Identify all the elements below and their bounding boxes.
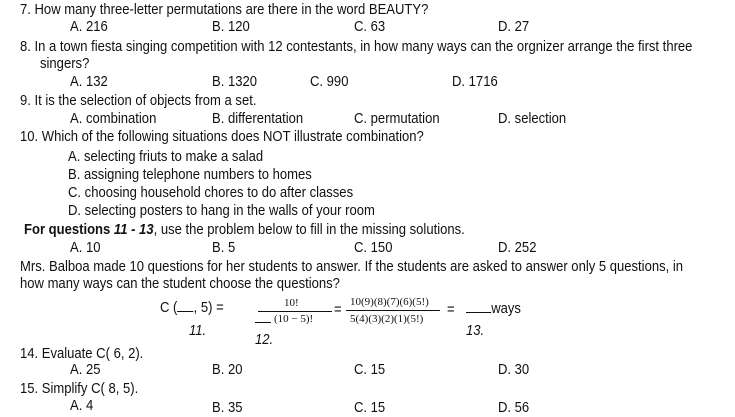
q14-choice-a: A. 25 (70, 362, 101, 378)
q7-question: 7. How many three-letter permutations are there in the word BEAUTY? (20, 2, 429, 18)
label-12: 12. (255, 332, 274, 348)
problem-line2: how many ways can the student choose the questions? (20, 276, 340, 292)
equals-sign-2: = (334, 302, 342, 318)
q8-question-line1: 8. In a town fiesta singing competition with 12 contestants, in how many ways can the orgnizer arrange the first three (20, 39, 693, 55)
q9-choice-d: D. selection (498, 111, 567, 127)
label-11: 11. (189, 323, 207, 339)
q8-question-line2: singers? (40, 56, 90, 72)
q7-choice-a: A. 216 (70, 19, 108, 35)
ways-label: ways (491, 301, 521, 317)
fraction1-denominator: (10 − 5)! (274, 313, 314, 325)
q10-choice-d: D. selecting posters to hang in the walls of your room (68, 203, 375, 219)
q8-choice-d: D. 1716 (452, 74, 498, 90)
q7-choice-d: D. 27 (498, 19, 530, 35)
q9-choice-b: B. differentation (212, 111, 304, 127)
instructions-prefix: For questions (24, 222, 114, 238)
instructions-range: 11 - 13 (113, 222, 154, 238)
instructions-suffix: , use the problem below to fill in the missing solutions. (153, 222, 465, 238)
q9-choice-a: A. combination (70, 111, 157, 127)
q10-choice-c: C. choosing household chores to do after classes (68, 185, 354, 201)
q7-choice-c: C. 63 (354, 19, 386, 35)
fraction2-numerator: 10(9)(8)(7)(6)(5!) (350, 296, 429, 308)
q14-question: 14. Evaluate C( 6, 2). (20, 346, 144, 362)
instructions-choice-d: D. 252 (498, 240, 537, 256)
label-13: 13. (466, 323, 485, 339)
blank-11[interactable] (177, 299, 193, 312)
instructions-choice-c: C. 150 (354, 240, 393, 256)
blank-12[interactable] (255, 322, 271, 323)
fraction2-bar (346, 310, 440, 311)
fraction1-numerator: 10! (284, 297, 299, 309)
fraction1-bar (258, 311, 332, 312)
q9-question: 9. It is the selection of objects from a set. (20, 93, 257, 109)
formula-c-close: , 5) = (193, 300, 224, 316)
q9-choice-c: C. permutation (354, 111, 440, 127)
q8-choice-a: A. 132 (70, 74, 108, 90)
q10-choice-a: A. selecting friuts to make a salad (68, 149, 264, 165)
q7-choice-b: B. 120 (212, 19, 250, 35)
q14-choice-c: C. 15 (354, 362, 386, 378)
q14-choice-b: B. 20 (212, 362, 243, 378)
q8-choice-b: B. 1320 (212, 74, 257, 90)
q10-question: 10. Which of the following situations does NOT illustrate combination? (20, 129, 424, 145)
q10-choice-b: B. assigning telephone numbers to homes (68, 167, 312, 183)
instructions-choice-b: B. 5 (212, 240, 236, 256)
fraction2-denominator: 5(4)(3)(2)(1)(5!) (350, 313, 424, 325)
equals-sign-3: = (447, 302, 455, 318)
formula-c-open: C ( (160, 300, 178, 316)
q15-question: 15. Simplify C( 8, 5). (20, 381, 139, 397)
q15-choice-a: A. 4 (70, 398, 94, 414)
q14-choice-d: D. 30 (498, 362, 530, 378)
formula-c-expression (160, 299, 224, 317)
q15-choice-d: D. 56 (498, 400, 530, 416)
problem-line1: Mrs. Balboa made 10 questions for her students to answer. If the students are asked to answer only 5 questions, in (20, 259, 684, 275)
q15-choice-c: C. 15 (354, 400, 386, 416)
instructions-11-13 (24, 222, 465, 239)
instructions-choice-a: A. 10 (70, 240, 101, 256)
formula-result (466, 300, 521, 318)
blank-13[interactable] (466, 300, 491, 313)
q8-choice-c: C. 990 (310, 74, 349, 90)
q15-choice-b: B. 35 (212, 400, 243, 416)
